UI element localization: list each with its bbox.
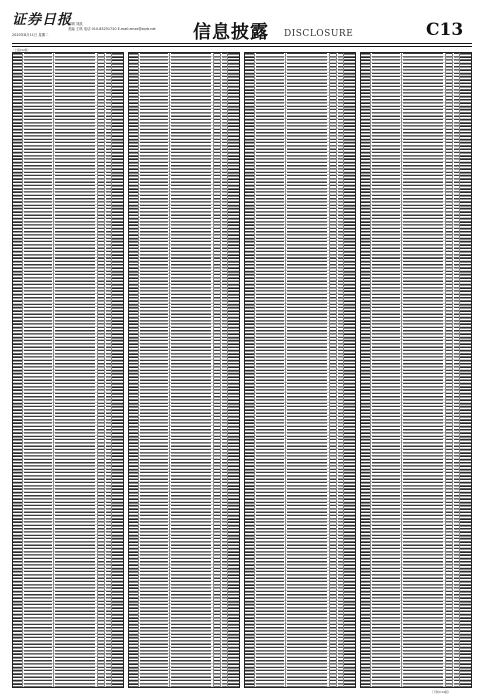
table-rows xyxy=(13,53,123,687)
masthead xyxy=(0,0,484,42)
table-rows xyxy=(245,53,355,687)
editor-name: 编辑 刘凯 xyxy=(68,22,83,26)
editor-info xyxy=(68,22,156,32)
disclosure-table-area xyxy=(12,48,472,688)
table-row-dividers xyxy=(13,53,123,687)
table-column-3 xyxy=(244,52,356,688)
table-row-dividers xyxy=(245,53,355,687)
table-rows xyxy=(361,53,471,687)
continuation-footer: （下转C14版） xyxy=(430,690,451,694)
continuation-note: （上接C12版） xyxy=(12,49,31,52)
table-column-1 xyxy=(12,52,124,688)
issue-date: 2020年8月11日 星期二 xyxy=(12,33,49,37)
table-column-4 xyxy=(360,52,472,688)
newspaper-logo: 证券日报 xyxy=(12,12,72,28)
section-title: 信息披露 xyxy=(193,22,269,43)
page-number: C13 xyxy=(426,20,464,40)
table-rows xyxy=(129,53,239,687)
table-row-dividers xyxy=(361,53,471,687)
section-title-english: DISCLOSURE xyxy=(284,29,354,39)
editor-contact: 美编 王琪 电话 010-83251720 E-mail:zmzx@zqrb.net xyxy=(68,27,156,31)
table-column-2 xyxy=(128,52,240,688)
header-rule xyxy=(12,43,472,44)
table-row-dividers xyxy=(129,53,239,687)
